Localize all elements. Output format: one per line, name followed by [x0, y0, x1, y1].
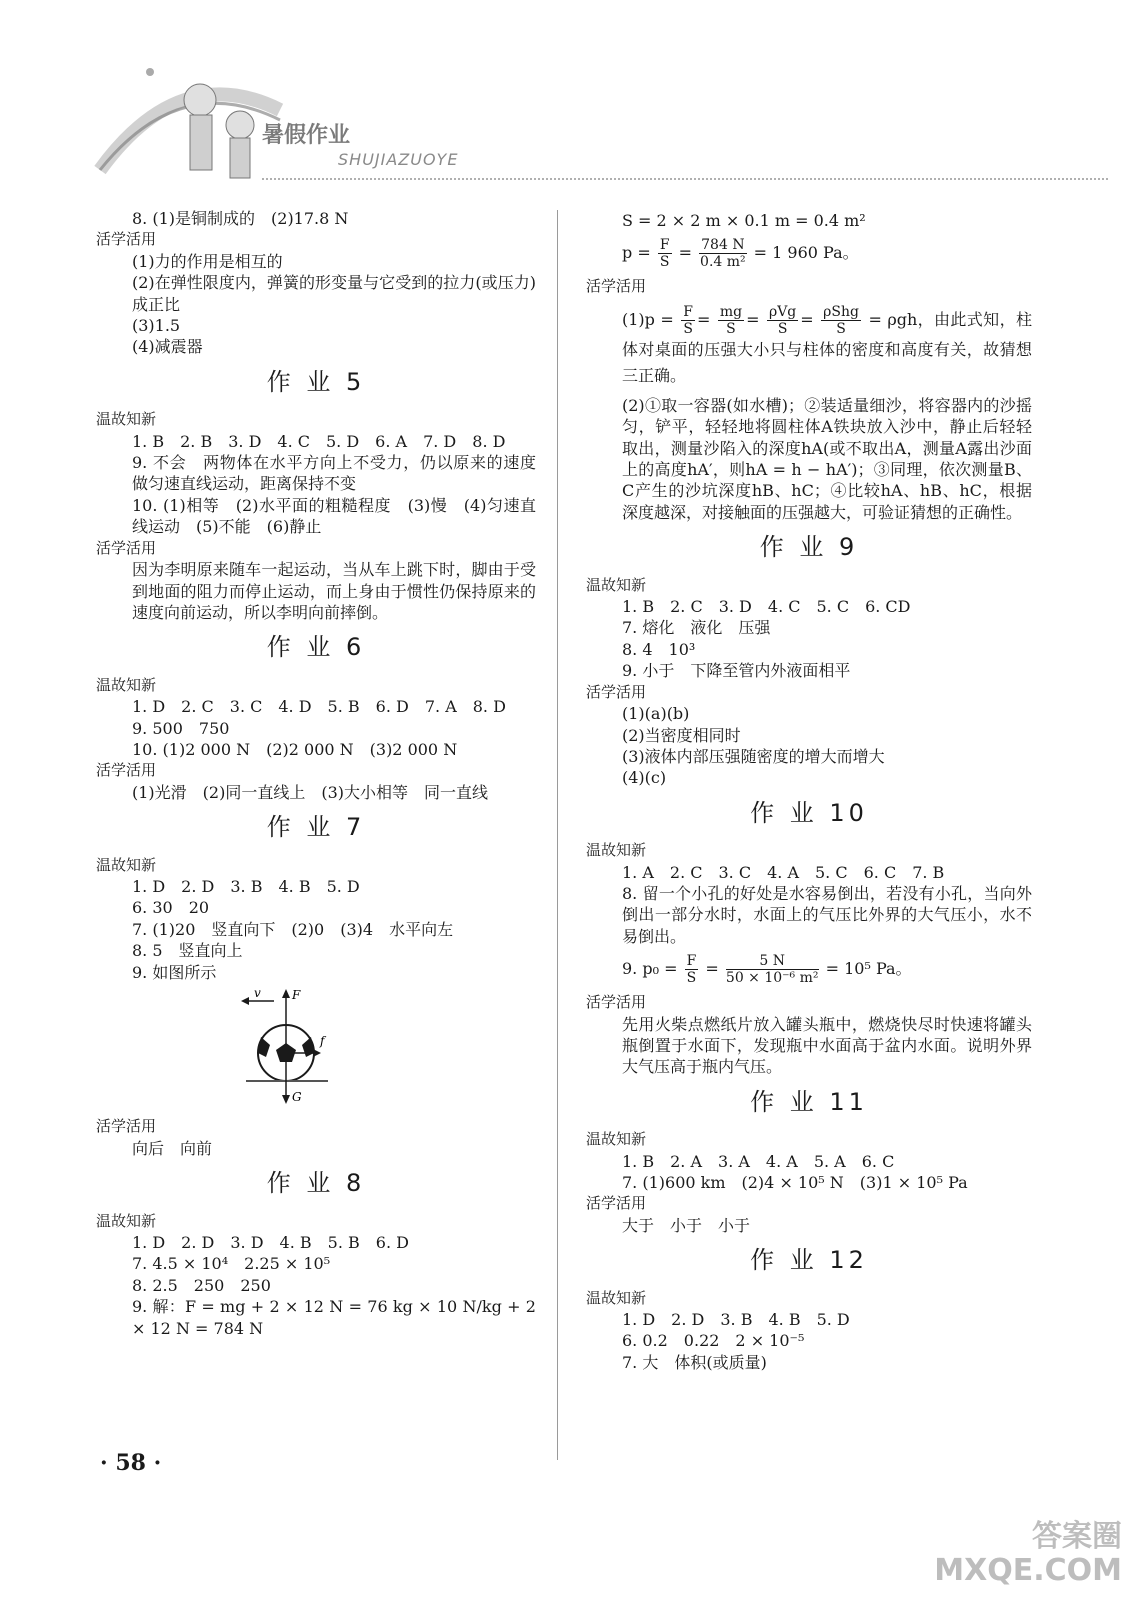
- answer-line: 1. D 2. C 3. C 4. D 5. B 6. D 7. A 8. D: [132, 697, 506, 717]
- header-rule: [262, 178, 1108, 180]
- numerator: ρVg: [768, 303, 797, 320]
- homework-heading: 作 业 12: [750, 1246, 868, 1275]
- answer-line: 9. 不会 两物体在水平方向上不受力，仍以原来的速度做匀速直线运动，距离保持不变: [132, 453, 536, 494]
- answer-line: 1. B 2. C 3. D 4. C 5. C 6. CD: [622, 597, 911, 617]
- formula-text: = 1 960 Pa。: [753, 243, 859, 263]
- answer-line: (1)(a)(b): [622, 704, 690, 724]
- answer-line: 9. 解：F = mg + 2 × 12 N = 76 kg × 10 N/kg + 2 × 12 N = 784 N: [132, 1297, 542, 1338]
- pressure-formula: [586, 953, 1032, 986]
- answer-line: 10. (1)2 000 N (2)2 000 N (3)2 000 N: [132, 739, 458, 759]
- formula-text: =: [705, 959, 719, 979]
- numerator: 784 N: [701, 237, 745, 254]
- watermark-top: 答案圈: [1032, 1519, 1122, 1554]
- answer-line: (3)1.5: [132, 316, 181, 336]
- formula-text: (1)p =: [622, 309, 674, 329]
- fraction: [718, 304, 744, 337]
- pressure-formula: [586, 237, 1032, 270]
- page-header: [0, 0, 1140, 200]
- section-label: 温故知新: [586, 1130, 647, 1149]
- header-title: 暑假作业: [262, 123, 351, 148]
- homework-heading: 作 业 9: [759, 533, 859, 562]
- derivation-paragraph: (1)p = $\frac{F}{S}$ = $\frac{mg}{S}$ = $\frac{\text{ρVg}}{S}$ = $\frac{\text{ρShg}}{S}$ = ρgh，由此式知，柱体对桌面的压强大小只与柱体的密度和高度有关，故猜想三正确。: [622, 303, 1032, 385]
- formula-text: 9. p₀ =: [622, 959, 678, 979]
- section-label: 温故知新: [96, 675, 157, 694]
- section-label: 活学活用: [96, 538, 157, 557]
- f-label: f: [320, 1034, 325, 1048]
- section-label: 活学活用: [586, 1194, 647, 1213]
- numerator: 5 N: [726, 953, 819, 970]
- fraction: [685, 953, 699, 986]
- section-label: 温故知新: [586, 1288, 647, 1307]
- answer-line: 1. D 2. D 3. B 4. B 5. D: [132, 876, 360, 896]
- answer-line: 8. 5 竖直向上: [132, 941, 243, 961]
- answer-line: (4)(c): [622, 768, 667, 788]
- denominator: 0.4 m²: [700, 254, 746, 271]
- answer-line: 1. B 2. A 3. A 4. A 5. A 6. C: [622, 1151, 895, 1171]
- answer-line: 7. (1)600 km (2)4 × 10⁵ N (3)1 × 10⁵ Pa: [622, 1173, 968, 1192]
- section-label: 活学活用: [586, 682, 647, 701]
- numerator: F: [686, 953, 697, 970]
- answer-line: 9. 500 750: [132, 718, 230, 738]
- fraction: [767, 304, 798, 337]
- answer-line: 8. 2.5 250 250: [132, 1275, 271, 1295]
- answer-line: 6. 30 20: [132, 898, 210, 918]
- numerator: F: [683, 303, 693, 320]
- denominator: S: [726, 320, 736, 337]
- answer-line: (2)在弹性限度内，弹簧的形变量与它受到的拉力(或压力)成正比: [132, 273, 536, 314]
- answer-line: S = 2 × 2 m × 0.1 m = 0.4 m²: [622, 211, 866, 230]
- answer-line: 7. 大 体积(或质量): [622, 1352, 767, 1372]
- section-label: 温故知新: [96, 410, 157, 429]
- watermark: [934, 1520, 1122, 1588]
- denominator: S: [777, 320, 788, 337]
- watermark-bottom: MXQE.COM: [934, 1553, 1122, 1588]
- homework-heading: 作 业 6: [266, 633, 366, 662]
- homework-heading: 作 业 10: [750, 798, 868, 827]
- section-label: 活学活用: [586, 277, 647, 296]
- answer-line: 1. D 2. D 3. B 4. B 5. D: [622, 1310, 850, 1330]
- section-label: 温故知新: [96, 855, 157, 874]
- answer-line: 7. 4.5 × 10⁴ 2.25 × 10⁵: [132, 1254, 331, 1274]
- answer-line: 6. 0.2 0.22 2 × 10⁻⁵: [622, 1331, 805, 1351]
- denominator: S: [659, 254, 670, 271]
- formula-text: =: [678, 243, 693, 263]
- fraction: [681, 304, 695, 337]
- answer-line: 7. (1)20 竖直向下 (2)0 (3)4 水平向左: [132, 919, 454, 939]
- fraction: [699, 237, 746, 270]
- denominator: S: [683, 320, 693, 337]
- fraction: [726, 953, 819, 986]
- formula-text: p =: [622, 243, 651, 263]
- section-label: 活学活用: [96, 761, 157, 780]
- G-label: G: [292, 1090, 302, 1104]
- homework-heading: 作 业 11: [750, 1087, 868, 1116]
- column-divider: [557, 210, 558, 1460]
- F-label: F: [292, 988, 301, 1002]
- answer-paragraph: 先用火柴点燃纸片放入罐头瓶中，燃烧快尽时快速将罐头瓶倒置于水面下，发现瓶中水面高于盆内水面。说明外界大气压高于瓶内气压。: [622, 1014, 1032, 1077]
- numerator: ρShg: [823, 303, 859, 320]
- numerator: F: [659, 237, 670, 254]
- denominator: S: [686, 970, 697, 987]
- header-subtitle: SHUJIAZUOYE: [338, 150, 459, 169]
- answer-line: (3)液体内部压强随密度的增大而增大: [622, 746, 885, 766]
- section-label: 温故知新: [96, 1211, 157, 1230]
- fraction: [821, 304, 861, 337]
- denominator: S: [836, 320, 846, 337]
- answer-line: (1)力的作用是相互的: [132, 251, 283, 271]
- answer-line: 1. D 2. D 3. D 4. B 5. B 6. D: [132, 1233, 409, 1253]
- section-label: 温故知新: [586, 575, 647, 594]
- header-illustration: [90, 0, 350, 200]
- answer-line: 向后 向前: [132, 1138, 213, 1158]
- section-label: 活学活用: [586, 993, 647, 1012]
- homework-heading: 作 业 7: [266, 813, 366, 842]
- section-label: 活学活用: [96, 1117, 157, 1136]
- answer-line: 1. A 2. C 3. C 4. A 5. C 6. C 7. B: [622, 862, 945, 882]
- formula-text: = 10⁵ Pa。: [825, 959, 912, 979]
- left-column: [96, 208, 542, 1339]
- numerator: mg: [719, 303, 743, 320]
- answer-line: 7. 熔化 液化 压强: [622, 618, 771, 638]
- homework-heading: 作 业 8: [266, 1169, 366, 1198]
- answer-line: 10. (1)相等 (2)水平面的粗糙程度 (3)慢 (4)匀速直线运动 (5)不能 (6)静止: [132, 495, 536, 537]
- answer-line: (1)光滑 (2)同一直线上 (3)大小相等 同一直线: [132, 782, 488, 802]
- right-column: [586, 210, 1032, 1373]
- answer-line: (2)当密度相同时: [622, 725, 741, 745]
- force-diagram: [166, 987, 406, 1105]
- section-label: 活学活用: [96, 230, 157, 249]
- homework-heading: 作 业 5: [266, 367, 366, 396]
- page-number: · 58 ·: [100, 1450, 162, 1476]
- formula-text: = ρgh，由此式知，柱体对桌面的压强大小只与柱体的密度和高度有关，故猜想三正确。: [622, 309, 1032, 385]
- velocity-label: v: [254, 987, 261, 1000]
- answer-line: 9. 如图所示: [132, 962, 217, 982]
- answer-line: 大于 小于 小于: [622, 1215, 751, 1235]
- answer-line: 8. 4 10³: [622, 639, 696, 659]
- answer-line: 1. B 2. B 3. D 4. C 5. D 6. A 7. D 8. D: [132, 431, 506, 451]
- fraction: [658, 237, 672, 270]
- answer-paragraph: 因为李明原来随车一起运动，当从车上跳下时，脚由于受到地面的阻力而停止运动，而上身由于惯性仍保持原来的速度向前运动，所以李明向前摔倒。: [132, 560, 536, 622]
- answer-line: (4)减震器: [132, 337, 203, 357]
- section-label: 温故知新: [586, 841, 647, 860]
- denominator: 50 × 10⁻⁶ m²: [725, 970, 819, 987]
- answer-line: 8. (1)是铜制成的 (2)17.8 N: [132, 209, 349, 228]
- answer-line: 8. 留一个小孔的好处是水容易倒出，若没有小孔，当向外倒出一部分水时，水面上的气压比外界的大气压小，水不易倒出。: [622, 883, 1032, 946]
- answer-paragraph: (2)①取一容器(如水槽)；②装适量细沙，将容器内的沙摇匀，铲平，轻轻地将圆柱体A铁块放入沙中，静止后轻轻取出，测量沙陷入的深度hA(或不取出A，测量A露出沙面上的高度hA′，则hA = h − hA′)；③同理，依次测量B、C产生的沙坑深度hB、hC；④比较hA、hB、hC，根据深度越深，对接触面的压强越大，可验证猜想的正确性。: [622, 395, 1032, 522]
- answer-line: 9. 小于 下降至管内外液面相平: [622, 661, 851, 681]
